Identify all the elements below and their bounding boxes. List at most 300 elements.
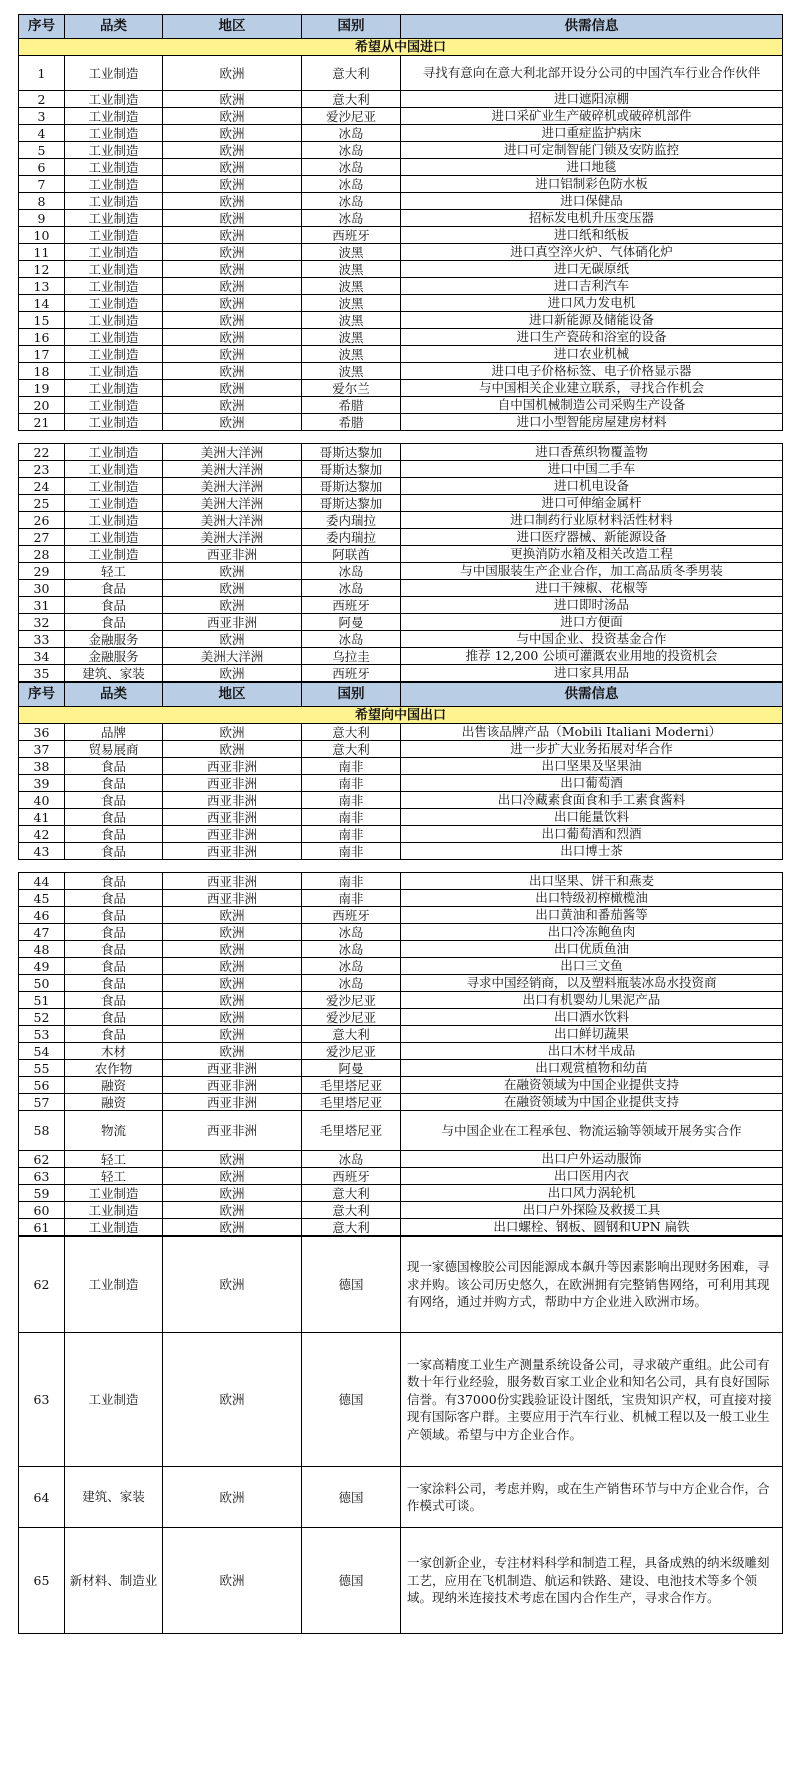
info-cell: 自中国机械制造公司采购生产设备 <box>401 397 783 414</box>
info-cell: 推荐 12,200 公顷可灌溉农业用地的投资机会 <box>401 648 783 665</box>
region-cell: 欧洲 <box>163 941 302 958</box>
import-section-part-1 <box>18 14 782 431</box>
info-cell: 与中国服装生产企业合作，加工高品质冬季男装 <box>401 563 783 580</box>
serial-cell: 26 <box>19 512 65 529</box>
serial-cell: 33 <box>19 631 65 648</box>
info-cell: 出口冷冻鲍鱼肉 <box>401 924 783 941</box>
table-row <box>19 91 783 108</box>
country-cell: 波黑 <box>302 278 401 295</box>
category-cell: 工业制造 <box>65 346 163 363</box>
header-info: 供需信息 <box>401 15 783 39</box>
table-row <box>19 614 783 631</box>
category-cell: 工业制造 <box>65 1237 163 1333</box>
info-cell: 进口保健品 <box>401 193 783 210</box>
country-cell: 德国 <box>302 1467 401 1528</box>
category-cell: 融资 <box>65 1077 163 1094</box>
serial-cell: 10 <box>19 227 65 244</box>
table-row <box>19 580 783 597</box>
country-cell: 南非 <box>302 873 401 890</box>
region-cell: 欧洲 <box>163 210 302 227</box>
category-cell: 轻工 <box>65 1168 163 1185</box>
serial-cell: 54 <box>19 1043 65 1060</box>
category-cell: 工业制造 <box>65 461 163 478</box>
header-category: 品类 <box>65 15 163 39</box>
table-row <box>19 741 783 758</box>
country-cell: 冰岛 <box>302 193 401 210</box>
category-cell: 木材 <box>65 1043 163 1060</box>
region-cell: 欧洲 <box>163 56 302 91</box>
category-cell: 工业制造 <box>65 278 163 295</box>
country-cell: 阿曼 <box>302 614 401 631</box>
country-cell: 波黑 <box>302 244 401 261</box>
table-row <box>19 397 783 414</box>
table-row <box>19 1237 783 1333</box>
serial-cell: 15 <box>19 312 65 329</box>
category-cell: 金融服务 <box>65 631 163 648</box>
category-cell: 工业制造 <box>65 108 163 125</box>
info-cell: 进口地毯 <box>401 159 783 176</box>
country-cell: 爱沙尼亚 <box>302 992 401 1009</box>
country-cell: 波黑 <box>302 346 401 363</box>
info-cell: 出口户外探险及救援工具 <box>401 1202 783 1219</box>
region-cell: 西亚非洲 <box>163 775 302 792</box>
category-cell: 工业制造 <box>65 227 163 244</box>
region-cell: 欧洲 <box>163 159 302 176</box>
region-cell: 欧洲 <box>163 227 302 244</box>
table-row <box>19 1077 783 1094</box>
serial-cell: 60 <box>19 1202 65 1219</box>
country-cell: 冰岛 <box>302 125 401 142</box>
country-cell: 西班牙 <box>302 1168 401 1185</box>
category-cell: 食品 <box>65 826 163 843</box>
info-cell: 进口即时汤品 <box>401 597 783 614</box>
region-cell: 欧洲 <box>163 580 302 597</box>
region-cell: 欧洲 <box>163 414 302 431</box>
info-cell: 出口三文鱼 <box>401 958 783 975</box>
info-cell: 进口干辣椒、花椒等 <box>401 580 783 597</box>
category-cell: 工业制造 <box>65 444 163 461</box>
table-row <box>19 363 783 380</box>
category-cell: 工业制造 <box>65 1219 163 1236</box>
info-cell: 出售该品牌产品（Mobili Italiani Moderni） <box>401 724 783 741</box>
serial-cell: 57 <box>19 1094 65 1111</box>
country-cell: 波黑 <box>302 312 401 329</box>
info-cell: 进口中国二手车 <box>401 461 783 478</box>
info-cell: 出口有机婴幼儿果泥产品 <box>401 992 783 1009</box>
serial-cell: 51 <box>19 992 65 1009</box>
country-cell: 爱尔兰 <box>302 380 401 397</box>
country-cell: 南非 <box>302 792 401 809</box>
export-table-3 <box>18 1236 783 1634</box>
region-cell: 欧洲 <box>163 958 302 975</box>
region-cell: 美洲大洋洲 <box>163 648 302 665</box>
info-cell: 出口观赏植物和幼苗 <box>401 1060 783 1077</box>
serial-cell: 63 <box>19 1168 65 1185</box>
info-cell: 一家创新企业，专注材料科学和制造工程，具备成熟的纳米级雕刻工艺，应用在飞机制造、航运和铁路、建设、电池技术等多个领域。现纳米连接技术考虑在国内合作生产，寻求合作方。 <box>401 1528 783 1634</box>
table-row <box>19 227 783 244</box>
region-cell: 欧洲 <box>163 1043 302 1060</box>
info-cell: 一家高精度工业生产测量系统设备公司，寻求破产重组。此公司有数十年行业经验，服务数百家工业企业和知名公司，具有良好国际信誉。有37000份实践验证设计图纸，宝贵知识产权，可直接对接现有国际客户群。主要应用于汽车行业、机械工程以及一般工业生产领域。希望与中方企业合作。 <box>401 1333 783 1467</box>
table-row <box>19 1202 783 1219</box>
serial-cell: 52 <box>19 1009 65 1026</box>
country-cell: 冰岛 <box>302 176 401 193</box>
info-cell: 与中国企业在工程承包、物流运输等领域开展务实合作 <box>401 1111 783 1151</box>
country-cell: 波黑 <box>302 329 401 346</box>
region-cell: 美洲大洋洲 <box>163 444 302 461</box>
info-cell: 进口吉利汽车 <box>401 278 783 295</box>
country-cell: 冰岛 <box>302 975 401 992</box>
table-row <box>19 261 783 278</box>
info-cell: 进口无碳原纸 <box>401 261 783 278</box>
table-row <box>19 665 783 682</box>
info-cell: 进口电子价格标签、电子价格显示器 <box>401 363 783 380</box>
info-cell: 在融资领域为中国企业提供支持 <box>401 1077 783 1094</box>
table-row <box>19 295 783 312</box>
category-cell: 轻工 <box>65 1151 163 1168</box>
region-cell: 西亚非洲 <box>163 1077 302 1094</box>
table-row <box>19 792 783 809</box>
header-serial: 序号 <box>19 15 65 39</box>
serial-cell: 58 <box>19 1111 65 1151</box>
info-cell: 进一步扩大业务拓展对华合作 <box>401 741 783 758</box>
country-cell: 冰岛 <box>302 563 401 580</box>
serial-cell: 25 <box>19 495 65 512</box>
country-cell: 意大利 <box>302 1219 401 1236</box>
country-cell: 南非 <box>302 890 401 907</box>
table-row <box>19 809 783 826</box>
country-cell: 哥斯达黎加 <box>302 444 401 461</box>
category-cell: 工业制造 <box>65 329 163 346</box>
region-cell: 欧洲 <box>163 924 302 941</box>
info-cell: 进口可伸缩金属杆 <box>401 495 783 512</box>
table-row <box>19 512 783 529</box>
serial-cell: 5 <box>19 142 65 159</box>
serial-cell: 2 <box>19 91 65 108</box>
table-row <box>19 529 783 546</box>
category-cell: 食品 <box>65 907 163 924</box>
category-cell: 工业制造 <box>65 414 163 431</box>
table-row <box>19 924 783 941</box>
info-cell: 进口真空淬火炉、气体硝化炉 <box>401 244 783 261</box>
export-section-part-2 <box>18 872 782 1634</box>
import-section-part-2 <box>18 443 782 860</box>
country-cell: 冰岛 <box>302 958 401 975</box>
category-cell: 食品 <box>65 580 163 597</box>
country-cell: 哥斯达黎加 <box>302 478 401 495</box>
country-cell: 哥斯达黎加 <box>302 495 401 512</box>
table-row <box>19 1219 783 1236</box>
serial-cell: 29 <box>19 563 65 580</box>
header-category: 品类 <box>65 683 163 707</box>
serial-cell: 40 <box>19 792 65 809</box>
country-cell: 西班牙 <box>302 597 401 614</box>
serial-cell: 21 <box>19 414 65 431</box>
category-cell: 工业制造 <box>65 478 163 495</box>
category-cell: 工业制造 <box>65 261 163 278</box>
category-cell: 食品 <box>65 958 163 975</box>
table-row <box>19 461 783 478</box>
category-cell: 农作物 <box>65 1060 163 1077</box>
region-cell: 西亚非洲 <box>163 546 302 563</box>
serial-cell: 62 <box>19 1237 65 1333</box>
country-cell: 爱沙尼亚 <box>302 1043 401 1060</box>
country-cell: 意大利 <box>302 91 401 108</box>
region-cell: 美洲大洋洲 <box>163 495 302 512</box>
region-cell: 欧洲 <box>163 142 302 159</box>
category-cell: 轻工 <box>65 563 163 580</box>
region-cell: 美洲大洋洲 <box>163 512 302 529</box>
region-cell: 西亚非洲 <box>163 826 302 843</box>
table-row <box>19 210 783 227</box>
info-cell: 出口博士茶 <box>401 843 783 860</box>
country-cell: 冰岛 <box>302 580 401 597</box>
category-cell: 食品 <box>65 873 163 890</box>
table-row <box>19 125 783 142</box>
region-cell: 欧洲 <box>163 975 302 992</box>
category-cell: 食品 <box>65 809 163 826</box>
info-cell: 更换消防水箱及相关改造工程 <box>401 546 783 563</box>
region-cell: 欧洲 <box>163 1151 302 1168</box>
country-cell: 冰岛 <box>302 1151 401 1168</box>
table-row <box>19 1043 783 1060</box>
country-cell: 意大利 <box>302 1185 401 1202</box>
table-row <box>19 1026 783 1043</box>
region-cell: 欧洲 <box>163 125 302 142</box>
header-region: 地区 <box>163 15 302 39</box>
region-cell: 西亚非洲 <box>163 1111 302 1151</box>
category-cell: 工业制造 <box>65 91 163 108</box>
info-cell: 进口机电设备 <box>401 478 783 495</box>
category-cell: 食品 <box>65 843 163 860</box>
region-cell: 欧洲 <box>163 295 302 312</box>
region-cell: 欧洲 <box>163 261 302 278</box>
serial-cell: 12 <box>19 261 65 278</box>
region-cell: 欧洲 <box>163 329 302 346</box>
table-row <box>19 890 783 907</box>
table-row <box>19 244 783 261</box>
table-row <box>19 142 783 159</box>
info-cell: 进口制药行业原材料活性材料 <box>401 512 783 529</box>
serial-cell: 28 <box>19 546 65 563</box>
info-cell: 出口户外运动服饰 <box>401 1151 783 1168</box>
serial-cell: 64 <box>19 1467 65 1528</box>
country-cell: 冰岛 <box>302 142 401 159</box>
info-cell: 进口家具用品 <box>401 665 783 682</box>
info-cell: 在融资领域为中国企业提供支持 <box>401 1094 783 1111</box>
info-cell: 进口采矿业生产破碎机或破碎机部件 <box>401 108 783 125</box>
country-cell: 波黑 <box>302 261 401 278</box>
table-row <box>19 775 783 792</box>
region-cell: 欧洲 <box>163 278 302 295</box>
region-cell: 欧洲 <box>163 1202 302 1219</box>
table-row <box>19 975 783 992</box>
serial-cell: 44 <box>19 873 65 890</box>
category-cell: 食品 <box>65 941 163 958</box>
category-cell: 食品 <box>65 792 163 809</box>
country-cell: 希腊 <box>302 397 401 414</box>
info-cell: 进口遮阳凉棚 <box>401 91 783 108</box>
serial-cell: 16 <box>19 329 65 346</box>
category-cell: 新材料、制造业 <box>65 1528 163 1634</box>
table-row <box>19 941 783 958</box>
info-cell: 出口木材半成品 <box>401 1043 783 1060</box>
region-cell: 西亚非洲 <box>163 843 302 860</box>
info-cell: 寻求中国经销商，以及塑料瓶装冰岛水投资商 <box>401 975 783 992</box>
table-row <box>19 1111 783 1151</box>
category-cell: 工业制造 <box>65 295 163 312</box>
category-cell: 金融服务 <box>65 648 163 665</box>
region-cell: 欧洲 <box>163 397 302 414</box>
table-row <box>19 724 783 741</box>
table-header-row <box>19 15 783 39</box>
country-cell: 冰岛 <box>302 210 401 227</box>
export-table-1 <box>18 682 783 860</box>
serial-cell: 36 <box>19 724 65 741</box>
serial-cell: 62 <box>19 1151 65 1168</box>
table-row <box>19 495 783 512</box>
region-cell: 西亚非洲 <box>163 873 302 890</box>
table-row <box>19 478 783 495</box>
table-row <box>19 1333 783 1467</box>
country-cell: 南非 <box>302 809 401 826</box>
table-row <box>19 56 783 91</box>
serial-cell: 39 <box>19 775 65 792</box>
table-row <box>19 1151 783 1168</box>
country-cell: 冰岛 <box>302 159 401 176</box>
info-cell: 进口纸和纸板 <box>401 227 783 244</box>
table-header-row <box>19 683 783 707</box>
export-section-title: 希望向中国出口 <box>19 707 783 724</box>
info-cell: 出口特级初榨橄榄油 <box>401 890 783 907</box>
table-row <box>19 1185 783 1202</box>
table-row <box>19 1528 783 1634</box>
serial-cell: 41 <box>19 809 65 826</box>
import-table-1 <box>18 14 783 431</box>
category-cell: 物流 <box>65 1111 163 1151</box>
info-cell: 现一家德国橡胶公司因能源成本飙升等因素影响出现财务困难，寻求并购。该公司历史悠久，在欧洲拥有完整销售网络，可利用其现有网络，通过并购方式，帮助中方企业进入欧洲市场。 <box>401 1237 783 1333</box>
info-cell: 出口能量饮料 <box>401 809 783 826</box>
category-cell: 贸易展商 <box>65 741 163 758</box>
serial-cell: 6 <box>19 159 65 176</box>
category-cell: 工业制造 <box>65 1333 163 1467</box>
region-cell: 西亚非洲 <box>163 614 302 631</box>
country-cell: 意大利 <box>302 1202 401 1219</box>
table-row <box>19 1094 783 1111</box>
country-cell: 冰岛 <box>302 941 401 958</box>
header-info: 供需信息 <box>401 683 783 707</box>
country-cell: 哥斯达黎加 <box>302 461 401 478</box>
header-country: 国别 <box>302 683 401 707</box>
category-cell: 食品 <box>65 614 163 631</box>
serial-cell: 45 <box>19 890 65 907</box>
info-cell: 一家涂料公司，考虑并购，或在生产销售环节与中方企业合作，合作模式可谈。 <box>401 1467 783 1528</box>
country-cell: 德国 <box>302 1333 401 1467</box>
supply-demand-document <box>18 14 782 1634</box>
info-cell: 进口重症监护病床 <box>401 125 783 142</box>
category-cell: 融资 <box>65 1094 163 1111</box>
region-cell: 欧洲 <box>163 193 302 210</box>
info-cell: 与中国企业、投资基金合作 <box>401 631 783 648</box>
serial-cell: 46 <box>19 907 65 924</box>
country-cell: 希腊 <box>302 414 401 431</box>
import-section-title-row <box>19 39 783 56</box>
info-cell: 招标发电机升压变压器 <box>401 210 783 227</box>
serial-cell: 31 <box>19 597 65 614</box>
import-section-title: 希望从中国进口 <box>19 39 783 56</box>
country-cell: 委内瑞拉 <box>302 529 401 546</box>
region-cell: 美洲大洋洲 <box>163 529 302 546</box>
info-cell: 进口新能源及储能设备 <box>401 312 783 329</box>
info-cell: 出口优质鱼油 <box>401 941 783 958</box>
info-cell: 进口铝制彩色防水板 <box>401 176 783 193</box>
info-cell: 出口葡萄酒 <box>401 775 783 792</box>
country-cell: 毛里塔尼亚 <box>302 1077 401 1094</box>
table-row <box>19 159 783 176</box>
region-cell: 欧洲 <box>163 1185 302 1202</box>
info-cell: 进口生产瓷砖和浴室的设备 <box>401 329 783 346</box>
table-row <box>19 1009 783 1026</box>
category-cell: 工业制造 <box>65 125 163 142</box>
table-row <box>19 563 783 580</box>
serial-cell: 56 <box>19 1077 65 1094</box>
category-cell: 工业制造 <box>65 159 163 176</box>
table-row <box>19 1168 783 1185</box>
category-cell: 工业制造 <box>65 312 163 329</box>
table-row <box>19 907 783 924</box>
region-cell: 西亚非洲 <box>163 792 302 809</box>
table-row <box>19 826 783 843</box>
country-cell: 西班牙 <box>302 665 401 682</box>
page-gap <box>18 431 782 443</box>
serial-cell: 50 <box>19 975 65 992</box>
country-cell: 南非 <box>302 843 401 860</box>
serial-cell: 11 <box>19 244 65 261</box>
serial-cell: 1 <box>19 56 65 91</box>
region-cell: 欧洲 <box>163 1528 302 1634</box>
info-cell: 进口方便面 <box>401 614 783 631</box>
region-cell: 欧洲 <box>163 992 302 1009</box>
header-region: 地区 <box>163 683 302 707</box>
country-cell: 南非 <box>302 775 401 792</box>
region-cell: 西亚非洲 <box>163 1094 302 1111</box>
country-cell: 爱沙尼亚 <box>302 1009 401 1026</box>
info-cell: 出口医用内衣 <box>401 1168 783 1185</box>
table-row <box>19 631 783 648</box>
serial-cell: 35 <box>19 665 65 682</box>
region-cell: 欧洲 <box>163 665 302 682</box>
table-row <box>19 444 783 461</box>
category-cell: 工业制造 <box>65 546 163 563</box>
table-row <box>19 958 783 975</box>
category-cell: 工业制造 <box>65 244 163 261</box>
serial-cell: 43 <box>19 843 65 860</box>
category-cell: 食品 <box>65 975 163 992</box>
region-cell: 欧洲 <box>163 346 302 363</box>
region-cell: 欧洲 <box>163 363 302 380</box>
table-row <box>19 758 783 775</box>
serial-cell: 65 <box>19 1528 65 1634</box>
table-row <box>19 546 783 563</box>
table-row <box>19 1060 783 1077</box>
category-cell: 品牌 <box>65 724 163 741</box>
table-row <box>19 176 783 193</box>
category-cell: 工业制造 <box>65 512 163 529</box>
region-cell: 欧洲 <box>163 91 302 108</box>
region-cell: 欧洲 <box>163 1219 302 1236</box>
serial-cell: 37 <box>19 741 65 758</box>
region-cell: 美洲大洋洲 <box>163 478 302 495</box>
header-serial: 序号 <box>19 683 65 707</box>
